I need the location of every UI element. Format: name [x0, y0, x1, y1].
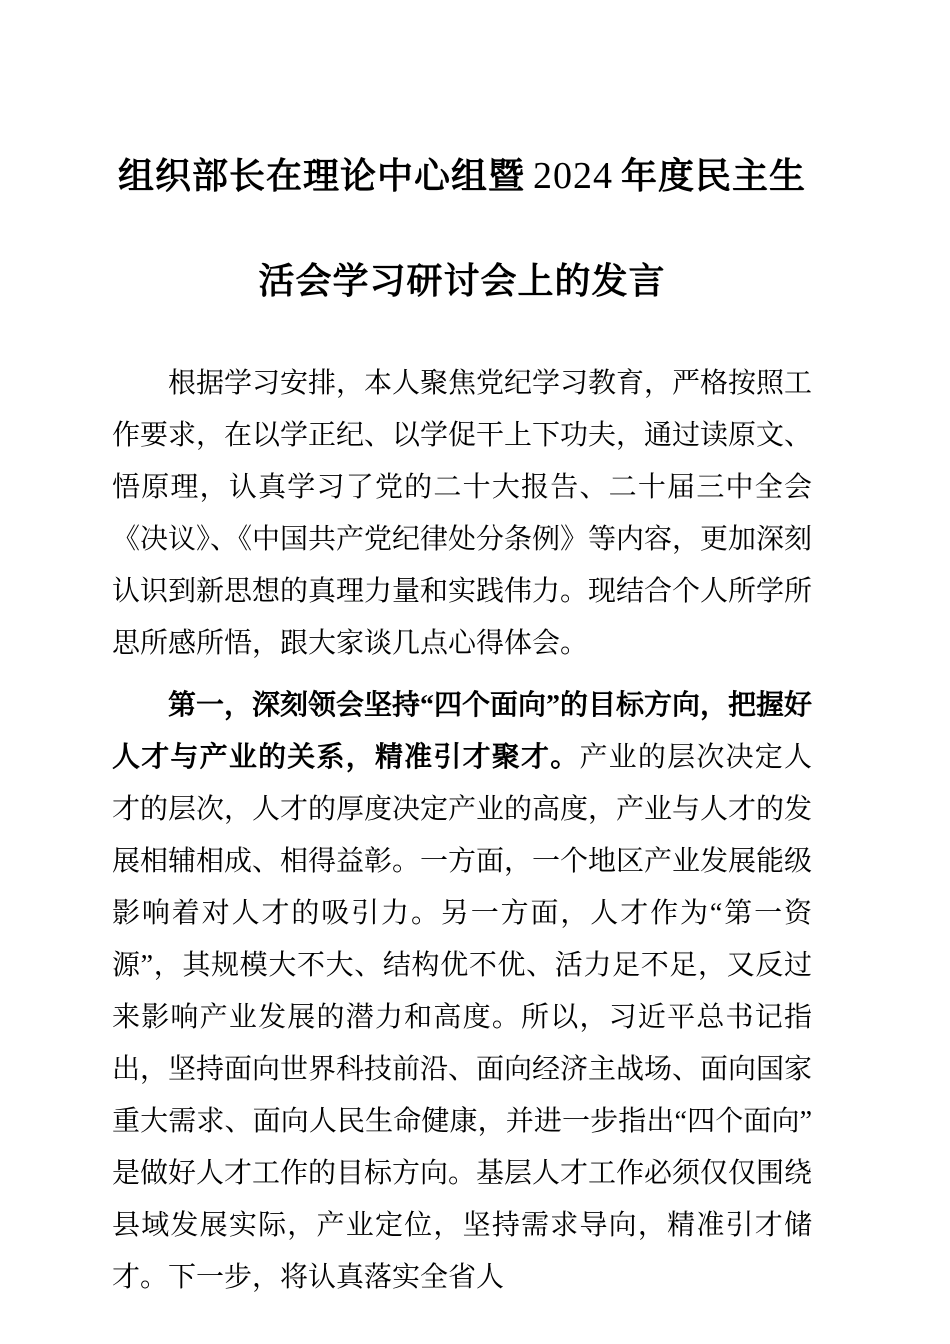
body-paragraph-1: 根据学习安排，本人聚焦党纪学习教育，严格按照工作要求，在以学正纪、以学促干上下功夫，通过读原文、悟原理，认真学习了党的二十大报告、二十届三中全会《决议》、《中国共产党纪律处分条例》等内容，更加深刻认识到新思想的真理力量和实践伟力。现结合个人所学所思所感所悟，跟大家谈几点心得体会。: [112, 368, 813, 660]
paragraph-2-bold-lead: 第一，深刻领会坚持“四个面向”的目标方向，把握好人才与产业的关系，精准引才聚才。: [112, 690, 813, 774]
title-line-1-prefix: 组织部长在理论中心组暨: [117, 156, 525, 198]
paragraph-2-text: 产业的层次决定人才的层次，人才的厚度决定产业的高度，产业与人才的发展相辅相成、相得益彰。一方面，一个地区产业发展能级影响着对人才的吸引力。另一方面，人才作为“第一资源”，其规模大不大、结构优不优、活力足不足，又反过来影响产业发展的潜力和高度。所以，习近平总书记指出，坚持面向世界科技前沿、面向经济主战场、面向国家重大需求、面向人民生命健康，并进一步指出“四个面向”是做好人才工作的目标方向。基层人才工作必须仅仅围绕县域发展实际，产业定位，坚持需求导向，精准引才储才。下一步，将认真落实全省人: [112, 742, 813, 1294]
title-line-2: 活会学习研讨会上的发言: [258, 261, 666, 303]
document-title: [112, 124, 812, 334]
body-paragraph-2: [112, 680, 812, 1304]
document-body: [112, 358, 812, 1304]
title-year: 2024: [533, 155, 613, 198]
title-line-1: [112, 124, 812, 229]
title-line-1-suffix: 年度民主生: [621, 156, 807, 198]
